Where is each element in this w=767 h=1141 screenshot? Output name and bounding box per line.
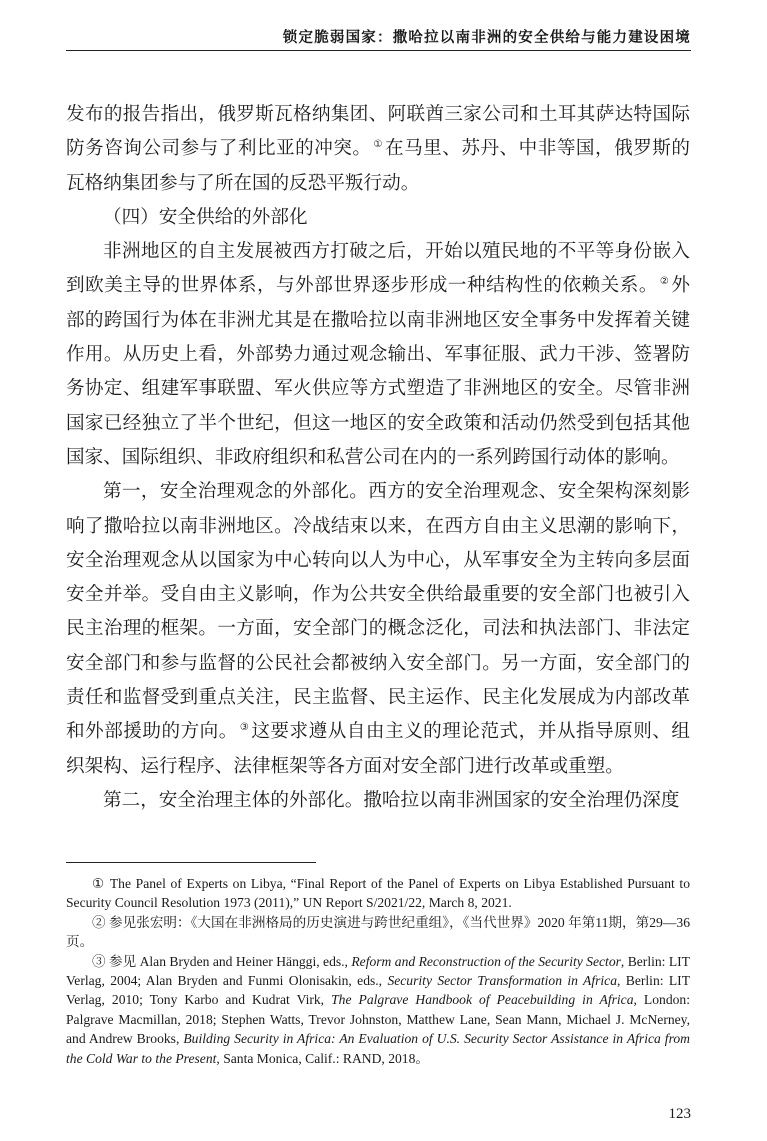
footnote-text: , Berlin: LIT Verlag, 2010; Tony Karbo and Kudrat Virk, bbox=[66, 973, 690, 1008]
footnote-ref-1[interactable]: ① bbox=[373, 139, 383, 151]
book-title: Reform and Reconstruction of the Security Sector bbox=[351, 953, 621, 969]
footnote-ref-3[interactable]: ③ bbox=[239, 722, 250, 734]
paragraph-text: 在马里、苏丹、中非等国，俄罗斯的瓦格纳集团参与了所在国的反恐平叛行动。 bbox=[66, 138, 690, 194]
footnote-2: ② 参见张宏明：《大国在非洲格局的历史演进与跨世纪重组》，《当代世界》2020 年第11期，第29—36页。 bbox=[66, 914, 690, 950]
paragraph bbox=[66, 235, 690, 475]
footnote-ref-2[interactable]: ② bbox=[659, 276, 670, 288]
section-heading: （四）安全供给的外部化 bbox=[103, 206, 308, 228]
footnote-text: , London: Palgrave Macmillan, 2018; Stephen Watts, Trevor Johnston, Matthew Lane, Sean Mann, Michael J. McNerney, and Andrew Brooks, bbox=[66, 992, 690, 1047]
book-title: Building Security in Africa: An Evaluation of U.S. Security Sector Assistance in Africa from the Cold War to the Present bbox=[66, 1031, 690, 1066]
paragraph bbox=[66, 98, 690, 201]
body-text bbox=[66, 98, 690, 818]
footnote-1: ① The Panel of Experts on Libya, “Final Report of the Panel of Experts on Libya Established Pursuant to Security Council Resolution 1973 (2011),” UN Report S/2021/22, March 8, 2021. bbox=[66, 876, 690, 911]
book-title: The Palgrave Handbook of Peacebuilding in Africa bbox=[331, 992, 634, 1008]
footnote-rule bbox=[66, 862, 316, 863]
page-number: 123 bbox=[668, 1106, 691, 1122]
footnote-3 bbox=[66, 952, 690, 1068]
footnote-text: , Berlin: LIT Verlag, 2004; Alan Bryden and Funmi Olonisakin, eds., bbox=[66, 953, 690, 989]
book-title: Security Sector Transformation in Africa bbox=[387, 973, 618, 989]
paragraph-text: 第一，安全治理观念的外部化。西方的安全治理观念、安全架构深刻影响了撒哈拉以南非洲地区。冷战结束以来，在西方自由主义思潮的影响下，安全治理观念从以国家为中心转向以人为中心，从军事安全为主转向多层面安全并举。受自由主义影响，作为公共安全供给最重要的安全部门也被引入民主治理的框架。一方面，安全部门的概念泛化，司法和执法部门、非法定安全部门和参与监督的公民社会都被纳入安全部门。另一方面，安全部门的责任和监督受到重点关注，民主监督、民主运作、民主化发展成为内部改革和外部援助的方向。 bbox=[66, 481, 690, 743]
paragraph-text: 发布的报告指出，俄罗斯瓦格纳集团、阿联酋三家公司和土耳其萨达特国际防务咨询公司参与了利比亚的冲突。 bbox=[66, 104, 690, 160]
footnote-text: ③ 参见 Alan Bryden and Heiner Hänggi, eds., bbox=[92, 953, 352, 969]
paragraph bbox=[66, 475, 690, 784]
footnote-text: , Santa Monica, Calif.: RAND, 2018。 bbox=[216, 1050, 429, 1066]
paragraph-text: 非洲地区的自主发展被西方打破之后，开始以殖民地的不平等身份嵌入到欧美主导的世界体系，与外部世界逐步形成一种结构性的依赖关系。 bbox=[66, 241, 690, 297]
paragraph-text: 外部的跨国行为体在非洲尤其是在撒哈拉以南非洲地区安全事务中发挥着关键作用。从历史上看，外部势力通过观念输出、军事征服、武力干涉、签署防务协定、组建军事联盟、军火供应等方式塑造了非洲地区的安全。尽管非洲国家已经独立了半个世纪，但这一地区的安全政策和活动仍然受到包括其他国家、国际组织、非政府组织和私营公司在内的一系列跨国行动体的影响。 bbox=[66, 275, 690, 468]
paragraph-text: 这要求遵从自由主义的理论范式，并从指导原则、组织架构、运行程序、法律框架等各方面对安全部门进行改革或重塑。 bbox=[66, 721, 690, 777]
footnotes bbox=[66, 874, 690, 1068]
running-header: 锁定脆弱国家：撒哈拉以南非洲的安全供给与能力建设困境 bbox=[282, 30, 691, 46]
paragraph: 第二，安全治理主体的外部化。撒哈拉以南非洲国家的安全治理仍深度 bbox=[103, 789, 680, 811]
header-rule bbox=[66, 50, 691, 51]
